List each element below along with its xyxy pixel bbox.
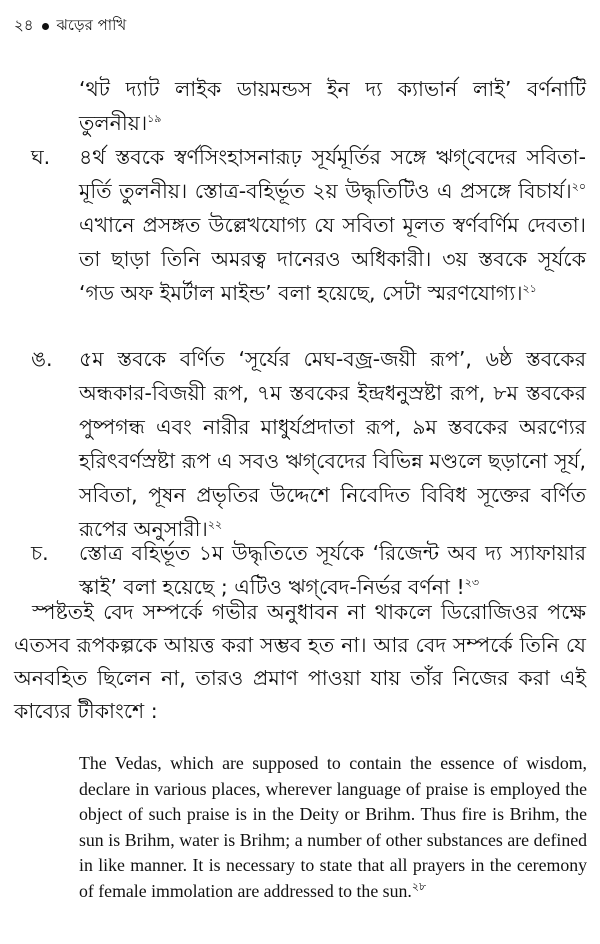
page-number: ২৪	[14, 16, 34, 34]
footnote-ref: ১৯	[147, 112, 162, 126]
header-bullet-icon	[42, 23, 49, 30]
item-marker-nga: ঙ.	[31, 347, 53, 371]
item-marker-cha: চ.	[31, 541, 49, 565]
running-header	[14, 14, 126, 39]
footnote-ref: ২০	[571, 180, 586, 194]
item-text-nga	[79, 342, 586, 546]
footnote-ref: ২১	[522, 282, 537, 296]
quote-text: The Vedas, which are supposed to contain the essence of wisdom, declare in various places, wherever language of praise is employed the object of such praise is in the Deity or Brihm. Thus fire is Brihm, the sun is Brihm, water is Brihm; a number of other substances are defined in like manner. It is necessary to state that all prayers in the ceremony of female immolation are addressed to the sun.	[79, 753, 587, 901]
item-text-cha	[79, 536, 586, 604]
item-segment: স্তোত্র বহির্ভূত ১ম উদ্ধৃতিতে সূর্যকে ‘রিজেন্ট অব দ্য স্যাফায়ার স্কাই’ বলা হয়েছে ; এটিও ঋগ্‌বেদ-নির্ভর বর্ণনা !	[79, 541, 586, 599]
footnote-ref: ২৮	[411, 880, 427, 893]
footnote-ref: ২৩	[464, 576, 480, 590]
item-segment: ৪র্থ স্তবকে স্বর্ণসিংহাসনারূঢ় সূর্যমূর্তির সঙ্গে ঋগ্‌বেদের সবিতা-মূর্তি তুলনীয়। স্তোত্র-বহির্ভূত ২য় উদ্ধৃতিটিও এ প্রসঙ্গে বিচার্য।	[79, 145, 586, 203]
item-segment: ৫ম স্তবকে বর্ণিত ‘সূর্যের মেঘ-বজ্র-জয়ী রূপ’, ৬ষ্ঠ স্তবকের অন্ধকার-বিজয়ী রূপ, ৭ম স্তবকের ইন্দ্রধনুস্রষ্টা রূপ, ৮ম স্তবকের পুষ্পগন্ধ এবং নারীর মাধুর্যপ্রদাতা রূপ, ৯ম স্তবকের অরণ্যের হরিৎবর্ণস্রষ্টা রূপ এ সবও ঋগ্‌বেদের বিভিন্ন মণ্ডলে ছড়ানো সূর্য, সবিতা, পূষন প্রভৃতির উদ্দেশে নিবেদিত বিবিধ সূক্তের বর্ণিত রূপের অনুসারী।	[79, 347, 586, 541]
body-paragraph: স্পষ্টতই বেদ সম্পর্কে গভীর অনুধাবন না থাকলে ডিরোজিওর পক্ষে এতসব রূপকল্পকে আয়ত্ত করা সম্ভব হত না। আর বেদ সম্পর্কে তিনি যে অনবহিত ছিলেন না, তারও প্রমাণ পাওয়া যায় তাঁর নিজের করা এই কাব্যের টীকাংশে :	[14, 600, 586, 723]
item-marker-gha: ঘ.	[31, 145, 51, 169]
item-text-gha	[79, 140, 586, 310]
footnote-ref: ২২	[207, 518, 223, 532]
continuation-text: ‘থট দ্যাট লাইক ডায়মন্ডস ইন দ্য ক্যাভার্ন লাই’ বর্ণনাটি তুলনীয়।	[79, 77, 586, 135]
item-segment: এখানে প্রসঙ্গত উল্লেখযোগ্য যে সবিতা মূলত স্বর্ণবর্ণিম দেবতা। তা ছাড়া তিনি অমরত্ব দানেরও অধিকারী। ৩য় স্তবকে সূর্যকে ‘গড অফ ইমর্টাল মাইন্ড’ বলা হয়েছে, সেটা স্মরণযোগ্য।	[79, 213, 586, 305]
continuation-paragraph	[79, 72, 586, 140]
running-title: ঝড়ের পাখি	[56, 16, 127, 34]
english-block-quote	[79, 751, 587, 904]
